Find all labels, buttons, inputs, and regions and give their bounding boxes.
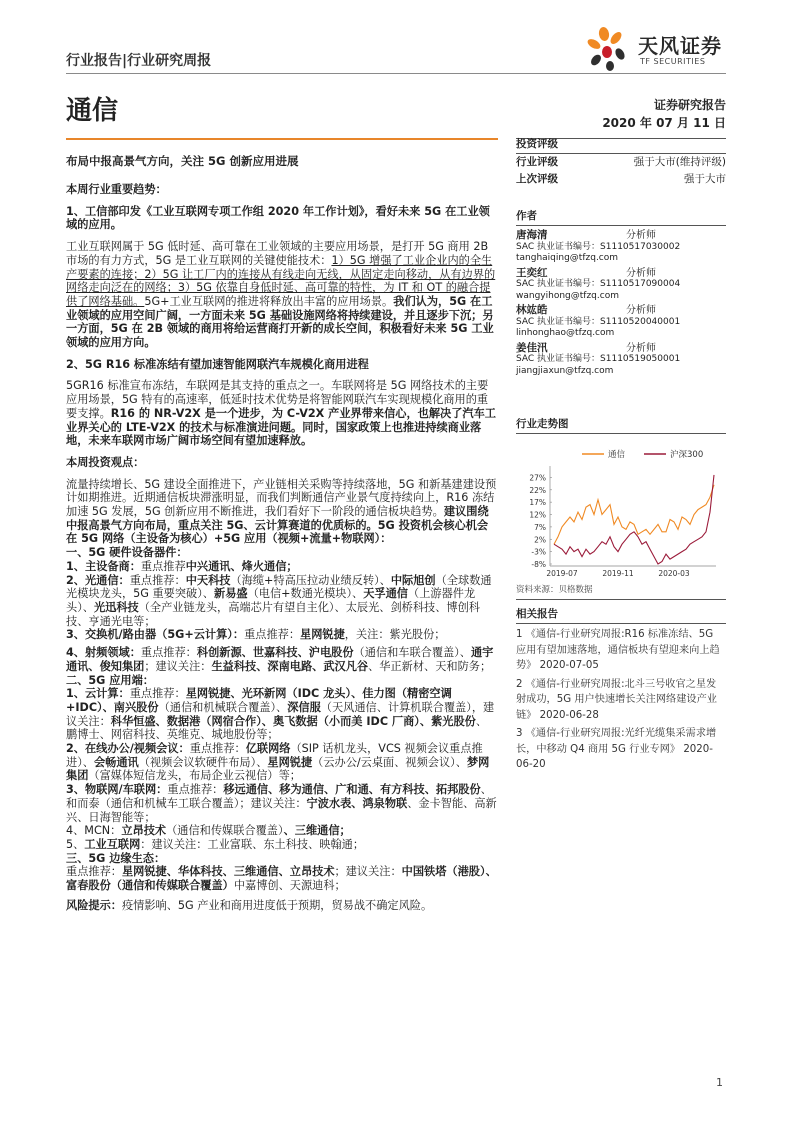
authors-panel: [516, 208, 726, 377]
list-item: 1、主设备商：重点推荐中兴通讯、烽火通信；: [66, 559, 298, 573]
group-title: 二、5G 应用端：: [66, 673, 154, 687]
list-item: 3、物联网/车联网：重点推荐：移远通信、移为通信、广和通、有方科技、拓邦股份、和而泰（通信和机械车工联合覆盖）；建议关注：宁波水表、鸿泉物联、金卡智能、高新兴、日海智能等；: [66, 783, 497, 824]
report-subtitle: 布局中报高景气方向，关注 5G 创新应用进展: [66, 154, 299, 168]
risk-note: 风险提示：疫情影响、5G 产业和商用进度低于预期，贸易战不确定风险。: [66, 898, 433, 912]
author-card: 姜佳汛 分析师 SAC 执业证书编号：S1110519050001 jiangjiaxun@tfzq.com: [516, 343, 726, 378]
author-name: 王奕红: [516, 266, 548, 279]
author-name: 唐海清: [516, 229, 548, 241]
list-item: 2、在线办公/视频会议：重点推荐：亿联网络（SIP 话机龙头，VCS 视频会议重点推进）、会畅通讯（视频会议软硬件布局）、星网锐捷（云办公/云桌面、视频会议）、梦网集团（富媒体短信龙头，布局企业云视信）等；: [66, 742, 490, 783]
y-tick-label: 2%: [534, 535, 546, 545]
report-date: 2020 年 07 月 11 日: [602, 116, 726, 130]
document-type: 证券研究报告: [653, 98, 726, 112]
page-number: 1: [716, 1076, 723, 1089]
report-category: 行业报告|行业研究周报: [66, 53, 212, 69]
trend-1-title: 1、工信部印发《工业互联网专项工作组 2020 年工作计划》，看好未来 5G 在工业领域的应用。: [66, 204, 490, 232]
related-report-link[interactable]: 1 《通信-行业研究周报:R16 标准冻结、5G 应用有望加速落地，通信板块有望迎来向上趋势》 2020-07-05: [516, 629, 720, 671]
trend-2-title: 2、5G R16 标准冻结有望加速智能网联汽车规模化商用进程: [66, 357, 369, 371]
view-paragraph: 流量持续增长、5G 建设全面推进下，产业链相关采购等持续落地，5G 和新基建建设预计如期推进。近期通信板块滞涨明显，而我们判断通信产业景气度持续向上，R16 冻结加速 5G 发展，5G 创新应用不断推进，我们看好下一阶段的通信板块趋势。建议围绕中报高景气方向布局，重点关注 5G、云计算赛道的优质标的。5G 投资机会核心机会在 5G 网络（主设备为核心）+5G 应用（视频+流量+物联网）：: [66, 477, 497, 546]
rating-row: 行业评级 强于大市(维持评级): [516, 156, 726, 168]
author-name: 林竑皓: [516, 304, 548, 316]
section-title: 本周行业重要趋势：: [66, 183, 167, 196]
author-email[interactable]: jiangjiaxun@tfzq.com: [516, 365, 614, 376]
legend-label: 通信: [608, 450, 626, 460]
title-divider: [66, 138, 498, 140]
y-tick-label: 17%: [529, 498, 546, 508]
sector-title: 通信: [66, 96, 119, 126]
group-title: 三、5G 边缘生态：: [66, 851, 166, 865]
y-tick-label: 22%: [529, 485, 546, 495]
author-email[interactable]: linhonghao@tfzq.com: [516, 328, 615, 338]
rating-panel: [516, 136, 726, 188]
section-title: 本周投资观点：: [66, 455, 145, 469]
list-item: 1、云计算：重点推荐：星网锐捷、光环新网（IDC 龙头）、佳力图（精密空调+IDC）、南兴股份（通信和机械联合覆盖）、深信服（天风通信、计算机联合覆盖），建议关注：科华恒盛、数据港（网宿合作）、奥飞数据（小而美 IDC 厂商）、紫光股份、鹏博士、网宿科技、英维克、城地股份等；: [66, 687, 495, 742]
trend-1-paragraph: 工业互联网属于 5G 低时延、高可靠在工业领域的主要应用场景，是打开 5G 商用 2B 市场的有力方式，5G 是工业互联网的关键使能技术：1）5G 增强了工业企业内的全生产要素的连接；2）5G 让工厂内的连接从有线走向无线，从固定走向移动，从有边界的网络走向泛在的网络；3）5G 依靠自身低时延、高可靠的特性，为 IT 和 OT 的融合提供了网络基础。5G+工业互联网的推进将释放出丰富的应用场景。我们认为，5G 在工业领域的应用空间广阔，一方面未来 5G 基础设施网络将持续建设，并且逐步下沉；另一方面，5G 在 2B 领域的商用将给运营商打开新的成长空间，积极看好未来 5G 工业领域的应用方向。: [66, 240, 496, 350]
group-title: 一、5G 硬件设备器件：: [66, 546, 188, 560]
list-item: 5、工业互联网：建议关注：工业富联、东土科技、映翰通；: [66, 837, 365, 851]
list-item: 重点推荐：星网锐捷、华体科技、三维通信、立昂技术；建议关注：中国铁塔（港股）、富春股份（通信和传媒联合覆盖）中嘉博创、天源迪科；: [66, 865, 497, 893]
x-tick-label: 2020-03: [658, 569, 690, 578]
author-email[interactable]: wangyihong@tfzq.com: [516, 290, 619, 301]
chart-source: 资料来源：贝格数据: [516, 583, 726, 600]
list-item: 4、MCN：立昂技术（通信和传媒联合覆盖）、三维通信；: [66, 824, 351, 838]
author-card: 唐海清 分析师 SAC 执业证书编号：S1110517030002 tanghaiqing@tfzq.com: [516, 230, 726, 265]
main-body: [66, 183, 498, 912]
brand-name: 天风证券: [638, 34, 722, 58]
list-item: 2、光通信：重点推荐：中天科技（海缆+特高压拉动业绩反转）、中际旭创（全球数通光模块龙头，5G 重要突破）、新易盛（电信+数通光模块）、天孚通信（上游器件龙头）、光迅科技（全产业链龙头，高端芯片有望自主化）、太辰光、剑桥科技、博创科技、亨通光电等；: [66, 573, 492, 628]
x-tick-label: 2019-07: [546, 569, 578, 578]
legend-label: 沪深300: [670, 450, 704, 460]
rating-title: 投资评级: [516, 136, 726, 154]
list-item: 3、交换机/路由器（5G+云计算）：重点推荐：星网锐捷，关注：紫光股份；: [66, 628, 446, 642]
list-item: 4、射频领域：重点推荐：科创新源、世嘉科技、沪电股份（通信和车联合覆盖）、通宇通讯、俊知集团；建议关注：生益科技、深南电路、武汉凡谷、华正新材、天和防务；: [66, 646, 494, 673]
y-tick-label: 27%: [529, 473, 546, 483]
y-tick-label: -8%: [531, 560, 546, 569]
author-card: 林竑皓 分析师 SAC 执业证书编号：S1110520040001 linhonghao@tfzq.com: [516, 305, 726, 340]
x-tick-label: 2019-11: [602, 569, 634, 578]
brand-name-en: TF SECURITIES: [640, 57, 706, 66]
y-tick-label: 7%: [534, 522, 546, 532]
trend-2-paragraph: 5GR16 标准宣布冻结，车联网是其支持的重点之一。车联网将是 5G 网络技术的主要应用场景，5G 特有的高速率，低延时技术优势是将智能网联汽车实现规模化商用的重要支撑。R16 的 NR-V2X 是一个进步，为 C-V2X 产业界带来信心，也解决了汽车工业界关心的 LTE-V2X 的技术与标准演进问题。同时，国家政策上也推进持续商业落地，未来车联网市场广阔市场空间有望加速释放。: [66, 379, 496, 448]
related-report-link[interactable]: 3 《通信-行业研究周报:光纤光缆集采需求增长，中移动 Q4 商用 5G 行业专网》 2020-06-20: [516, 728, 717, 770]
author-card: 王奕红 分析师 SAC 执业证书编号：S1110517090004 wangyihong@tfzq.com: [516, 268, 726, 303]
y-tick-label: 12%: [529, 510, 546, 520]
brand-logo-icon: [586, 26, 627, 71]
trend-chart-panel: [516, 416, 726, 600]
related-title: 相关报告: [516, 606, 726, 624]
author-email[interactable]: tanghaiqing@tfzq.com: [516, 253, 619, 263]
series-line: [554, 485, 714, 544]
related-reports-panel: [516, 606, 726, 773]
trend-chart: [516, 434, 726, 580]
y-tick-label: -3%: [531, 547, 546, 557]
rating-row: 上次评级 强于大市: [516, 173, 726, 185]
related-report-link[interactable]: 2 《通信-行业研究周报:北斗三号收官之星发射成功，5G 用户快速增长关注网络建设产业链》 2020-06-28: [516, 678, 717, 721]
series-line: [554, 475, 714, 564]
author-name: 姜佳汛: [516, 341, 548, 354]
chart-section-title: 行业走势图: [516, 416, 726, 434]
header-divider: [66, 73, 726, 74]
authors-title: 作者: [516, 208, 726, 226]
